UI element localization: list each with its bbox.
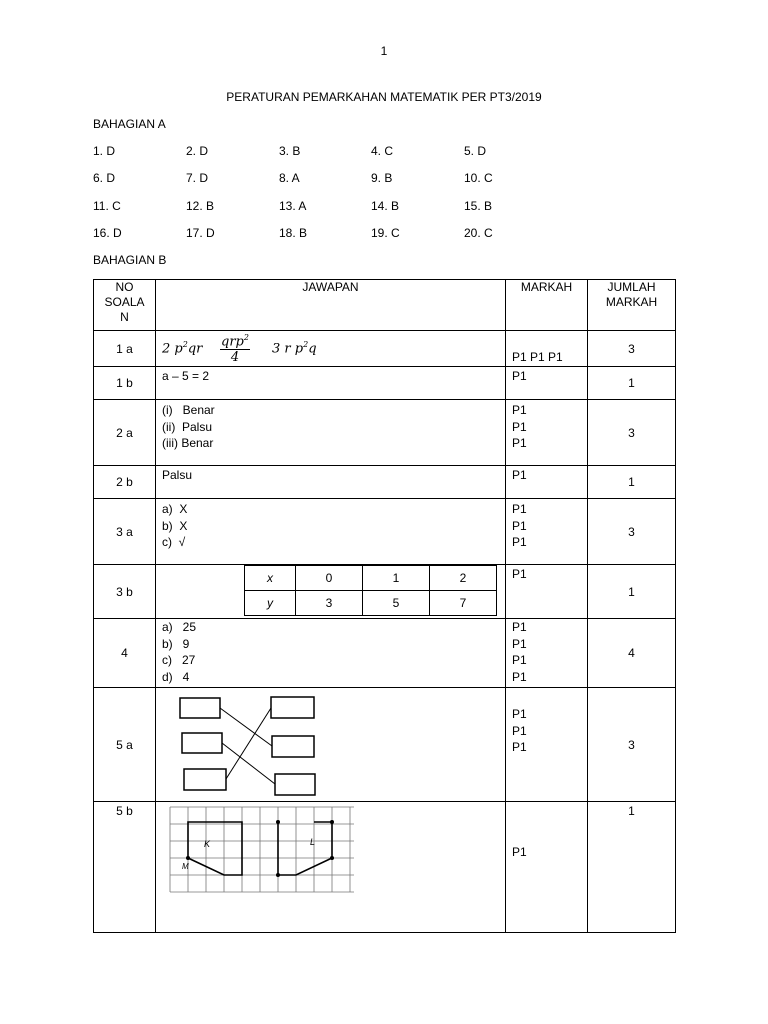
question-number: 1 a: [94, 331, 156, 367]
answer-item: 19. C: [371, 226, 400, 240]
y-value: 7: [430, 591, 497, 616]
table-row: [94, 466, 676, 499]
answer-item: 12. B: [186, 199, 215, 213]
shape-l: [278, 822, 332, 875]
mark-cell: P1: [506, 367, 588, 400]
right-box-2: [272, 736, 314, 757]
question-number: 2 b: [94, 466, 156, 499]
y-value: 5: [363, 591, 430, 616]
section-a-heading: BAHAGIAN A: [93, 117, 166, 131]
match-line-3: [226, 708, 271, 779]
mark-cell: P1 P1 P1: [506, 400, 588, 466]
total-cell: 3: [588, 499, 676, 565]
mark-cell: P1 P1 P1: [506, 499, 588, 565]
left-box-3: [184, 769, 226, 790]
total-cell: 1: [588, 565, 676, 619]
mark-cell: P1 P1 P1: [506, 331, 588, 367]
x-value: 0: [296, 566, 363, 591]
table-row: [94, 400, 676, 466]
grid-diagram: [168, 805, 358, 897]
answer-item: 5. D: [464, 144, 487, 158]
match-line-1: [220, 708, 272, 746]
table-row: [94, 619, 676, 688]
table-row: [94, 802, 676, 933]
total-cell: 4: [588, 619, 676, 688]
table-header-row: [94, 280, 676, 331]
page-number: 1: [380, 44, 388, 58]
table-row: [94, 688, 676, 802]
label-k: K: [204, 839, 211, 849]
answer-cell: [156, 688, 506, 802]
question-number: 4: [94, 619, 156, 688]
answer-item: 13. A: [279, 199, 307, 213]
answer-cell: [156, 565, 506, 619]
document-title: PERATURAN PEMARKAHAN MATEMATIK PER PT3/2019: [226, 90, 542, 104]
answer-item: 14. B: [371, 199, 400, 213]
answer-item: 7. D: [186, 171, 209, 185]
table-row: [94, 565, 676, 619]
answer-item: 16. D: [93, 226, 122, 240]
header-mark: MARKAH: [506, 280, 588, 331]
mark-cell: P1 P1 P1 P1: [506, 619, 588, 688]
answer-cell: a – 5 = 2: [156, 367, 506, 400]
question-number: 2 a: [94, 400, 156, 466]
x-label: x: [245, 566, 296, 591]
answer-item: 11. C: [93, 199, 121, 213]
label-l: L: [310, 837, 316, 847]
label-m: M: [182, 862, 189, 871]
answer-item: 4. C: [371, 144, 394, 158]
vertex-point: [330, 856, 334, 860]
answer-cell: (i) Benar (ii) Palsu (iii) Benar: [156, 400, 506, 466]
right-box-1: [271, 697, 314, 718]
answer-cell: [156, 331, 506, 367]
marking-table: [93, 279, 676, 933]
header-total: JUMLAH MARKAH: [588, 280, 676, 331]
answer-item: 8. A: [279, 171, 300, 185]
answer-cell: [156, 802, 506, 933]
x-value: 1: [363, 566, 430, 591]
right-box-3: [275, 774, 315, 795]
answer-cell: a) X b) X c) √: [156, 499, 506, 565]
mark-cell: P1: [506, 565, 588, 619]
table-row: [94, 331, 676, 367]
match-line-2: [222, 743, 275, 784]
vertex-point: [276, 820, 280, 824]
answer-item: 6. D: [93, 171, 116, 185]
answer-item: 15. B: [464, 199, 493, 213]
section-b-heading: BAHAGIAN B: [93, 253, 167, 267]
table-row: [94, 367, 676, 400]
expression-term-1: 2 $p^2qr$: [162, 340, 203, 357]
answer-item: 2. D: [186, 144, 209, 158]
mark-cell: P1: [506, 802, 588, 933]
total-cell: 1: [588, 802, 676, 933]
x-value: 2: [430, 566, 497, 591]
answer-item: 18. B: [279, 226, 308, 240]
answer-item: 3. B: [279, 144, 301, 158]
question-number: 5 b: [94, 802, 156, 933]
y-value: 3: [296, 591, 363, 616]
expression-term-2: qrp$^2$ 4: [220, 330, 250, 365]
total-cell: 3: [588, 688, 676, 802]
total-cell: 1: [588, 367, 676, 400]
mark-cell: P1: [506, 466, 588, 499]
left-box-1: [180, 698, 220, 718]
answer-cell: a) 25 b) 9 c) 27 d) 4: [156, 619, 506, 688]
header-answer: JAWAPAN: [156, 280, 506, 331]
total-cell: 3: [588, 331, 676, 367]
point-m: [186, 856, 190, 860]
answer-cell: Palsu: [156, 466, 506, 499]
header-no: NO SOALA N: [94, 280, 156, 331]
answer-item: 9. B: [371, 171, 393, 185]
question-number: 3 b: [94, 565, 156, 619]
shape-k: [188, 822, 242, 875]
vertex-point: [330, 820, 334, 824]
total-cell: 1: [588, 466, 676, 499]
answer-item: 20. C: [464, 226, 493, 240]
answer-item: 17. D: [186, 226, 215, 240]
grid-lines: [170, 807, 354, 892]
table-row: [94, 499, 676, 565]
y-label: y: [245, 591, 296, 616]
xy-value-table: [244, 565, 497, 616]
total-cell: 3: [588, 400, 676, 466]
question-number: 5 a: [94, 688, 156, 802]
answer-item: 1. D: [93, 144, 116, 158]
expression-term-3: 3 r $p^2q$: [272, 340, 317, 357]
matching-diagram: [172, 688, 342, 800]
mark-cell: P1 P1 P1: [506, 688, 588, 802]
vertex-point: [276, 873, 280, 877]
question-number: 1 b: [94, 367, 156, 400]
question-number: 3 a: [94, 499, 156, 565]
left-box-2: [182, 733, 222, 753]
answer-item: 10. C: [464, 171, 493, 185]
